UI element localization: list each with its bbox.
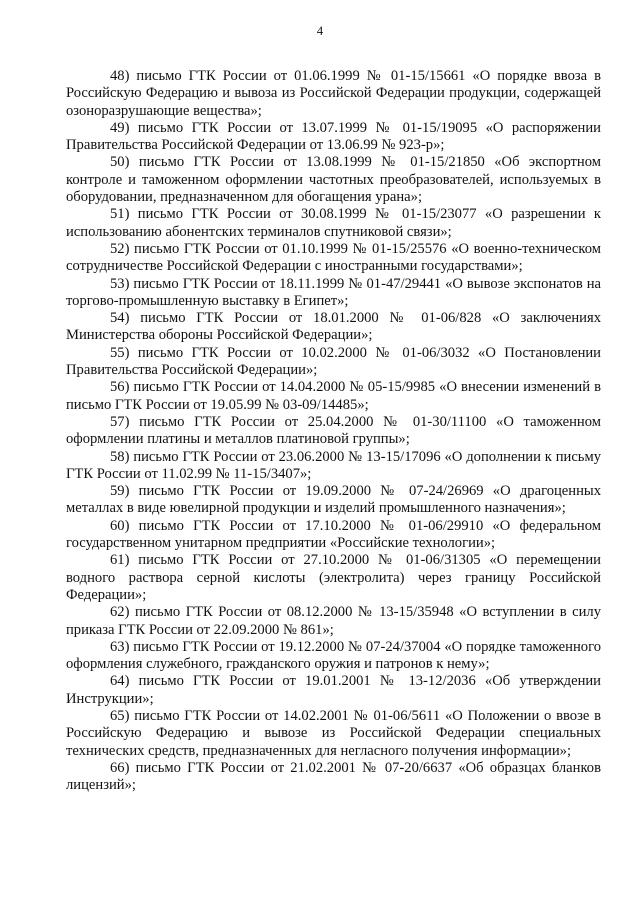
letters-list: [66, 68, 601, 794]
list-item: 54) письмо ГТК России от 18.01.2000 № 01-06/828 «О заключениях Министерства обороны Российской Федерации»;: [66, 310, 601, 344]
list-item: 53) письмо ГТК России от 18.11.1999 № 01-47/29441 «О вывозе экспонатов на торгово-промышленную выставку в Египет»;: [66, 275, 601, 309]
list-item: 64) письмо ГТК России от 19.01.2001 № 13-12/2036 «Об утверждении Инструкции»;: [66, 673, 601, 707]
list-item: 63) письмо ГТК России от 19.12.2000 № 07-24/37004 «О порядке таможенного оформления служебного, гражданского оружия и патронов к нему»;: [66, 638, 601, 673]
list-item: 65) письмо ГТК России от 14.02.2001 № 01-06/5611 «О Положении о ввозе в Российскую Федерацию и вывозе из Российской Федерации специальных технических средств, предназначенных для негласного получения информации»;: [66, 707, 601, 759]
list-item: 57) письмо ГТК России от 25.04.2000 № 01-30/11100 «О таможенном оформлении платины и металлов платиновой группы»;: [66, 413, 601, 448]
list-item: 62) письмо ГТК России от 08.12.2000 № 13-15/35948 «О вступлении в силу приказа ГТК России от 22.09.2000 № 861»;: [66, 604, 601, 638]
page-number: 4: [316, 24, 324, 38]
list-item: 66) письмо ГТК России от 21.02.2001 № 07-20/6637 «Об образцах бланков лицензий»;: [66, 759, 601, 794]
list-item: 48) письмо ГТК России от 01.06.1999 № 01-15/15661 «О порядке ввоза в Российскую Федерацию и вывоза из Российской Федерации продукции, содержащей озоноразрушающие вещества»;: [66, 68, 601, 119]
list-item: 58) письмо ГТК России от 23.06.2000 № 13-15/17096 «О дополнении к письму ГТК России от 11.02.99 № 11-15/3407»;: [66, 448, 601, 482]
list-item: 60) письмо ГТК России от 17.10.2000 № 01-06/29910 «О федеральном государственном унитарном предприятии «Российские технологии»;: [66, 517, 601, 552]
list-item: 61) письмо ГТК России от 27.10.2000 № 01-06/31305 «О перемещении водного раствора серной кислоты (электролита) через границу Российской Федерации»;: [66, 552, 601, 603]
list-item: 50) письмо ГТК России от 13.08.1999 № 01-15/21850 «Об экспортном контроле и таможенном оформлении частотных преобразователей, используемых в оборудовании, предназначенном для обогащения урана»;: [66, 154, 601, 206]
list-item: 51) письмо ГТК России от 30.08.1999 № 01-15/23077 «О разрешении к использованию абонентских терминалов спутниковой связи»;: [66, 206, 601, 240]
list-item: 49) письмо ГТК России от 13.07.1999 № 01-15/19095 «О распоряжении Правительства Российской Федерации от 13.06.99 № 923-р»;: [66, 119, 601, 154]
list-item: 59) письмо ГТК России от 19.09.2000 № 07-24/26969 «О драгоценных металлах в виде ювелирной продукции и изделий промышленного назначения»;: [66, 483, 601, 517]
list-item: 55) письмо ГТК России от 10.02.2000 № 01-06/3032 «О Постановлении Правительства Российской Федерации»;: [66, 344, 601, 379]
list-item: 52) письмо ГТК России от 01.10.1999 № 01-15/25576 «О военно-техническом сотрудничестве Российской Федерации с иностранными государствами»;: [66, 240, 601, 275]
list-item: 56) письмо ГТК России от 14.04.2000 № 05-15/9985 «О внесении изменений в письмо ГТК России от 19.05.99 № 03-09/14485»;: [66, 379, 601, 413]
